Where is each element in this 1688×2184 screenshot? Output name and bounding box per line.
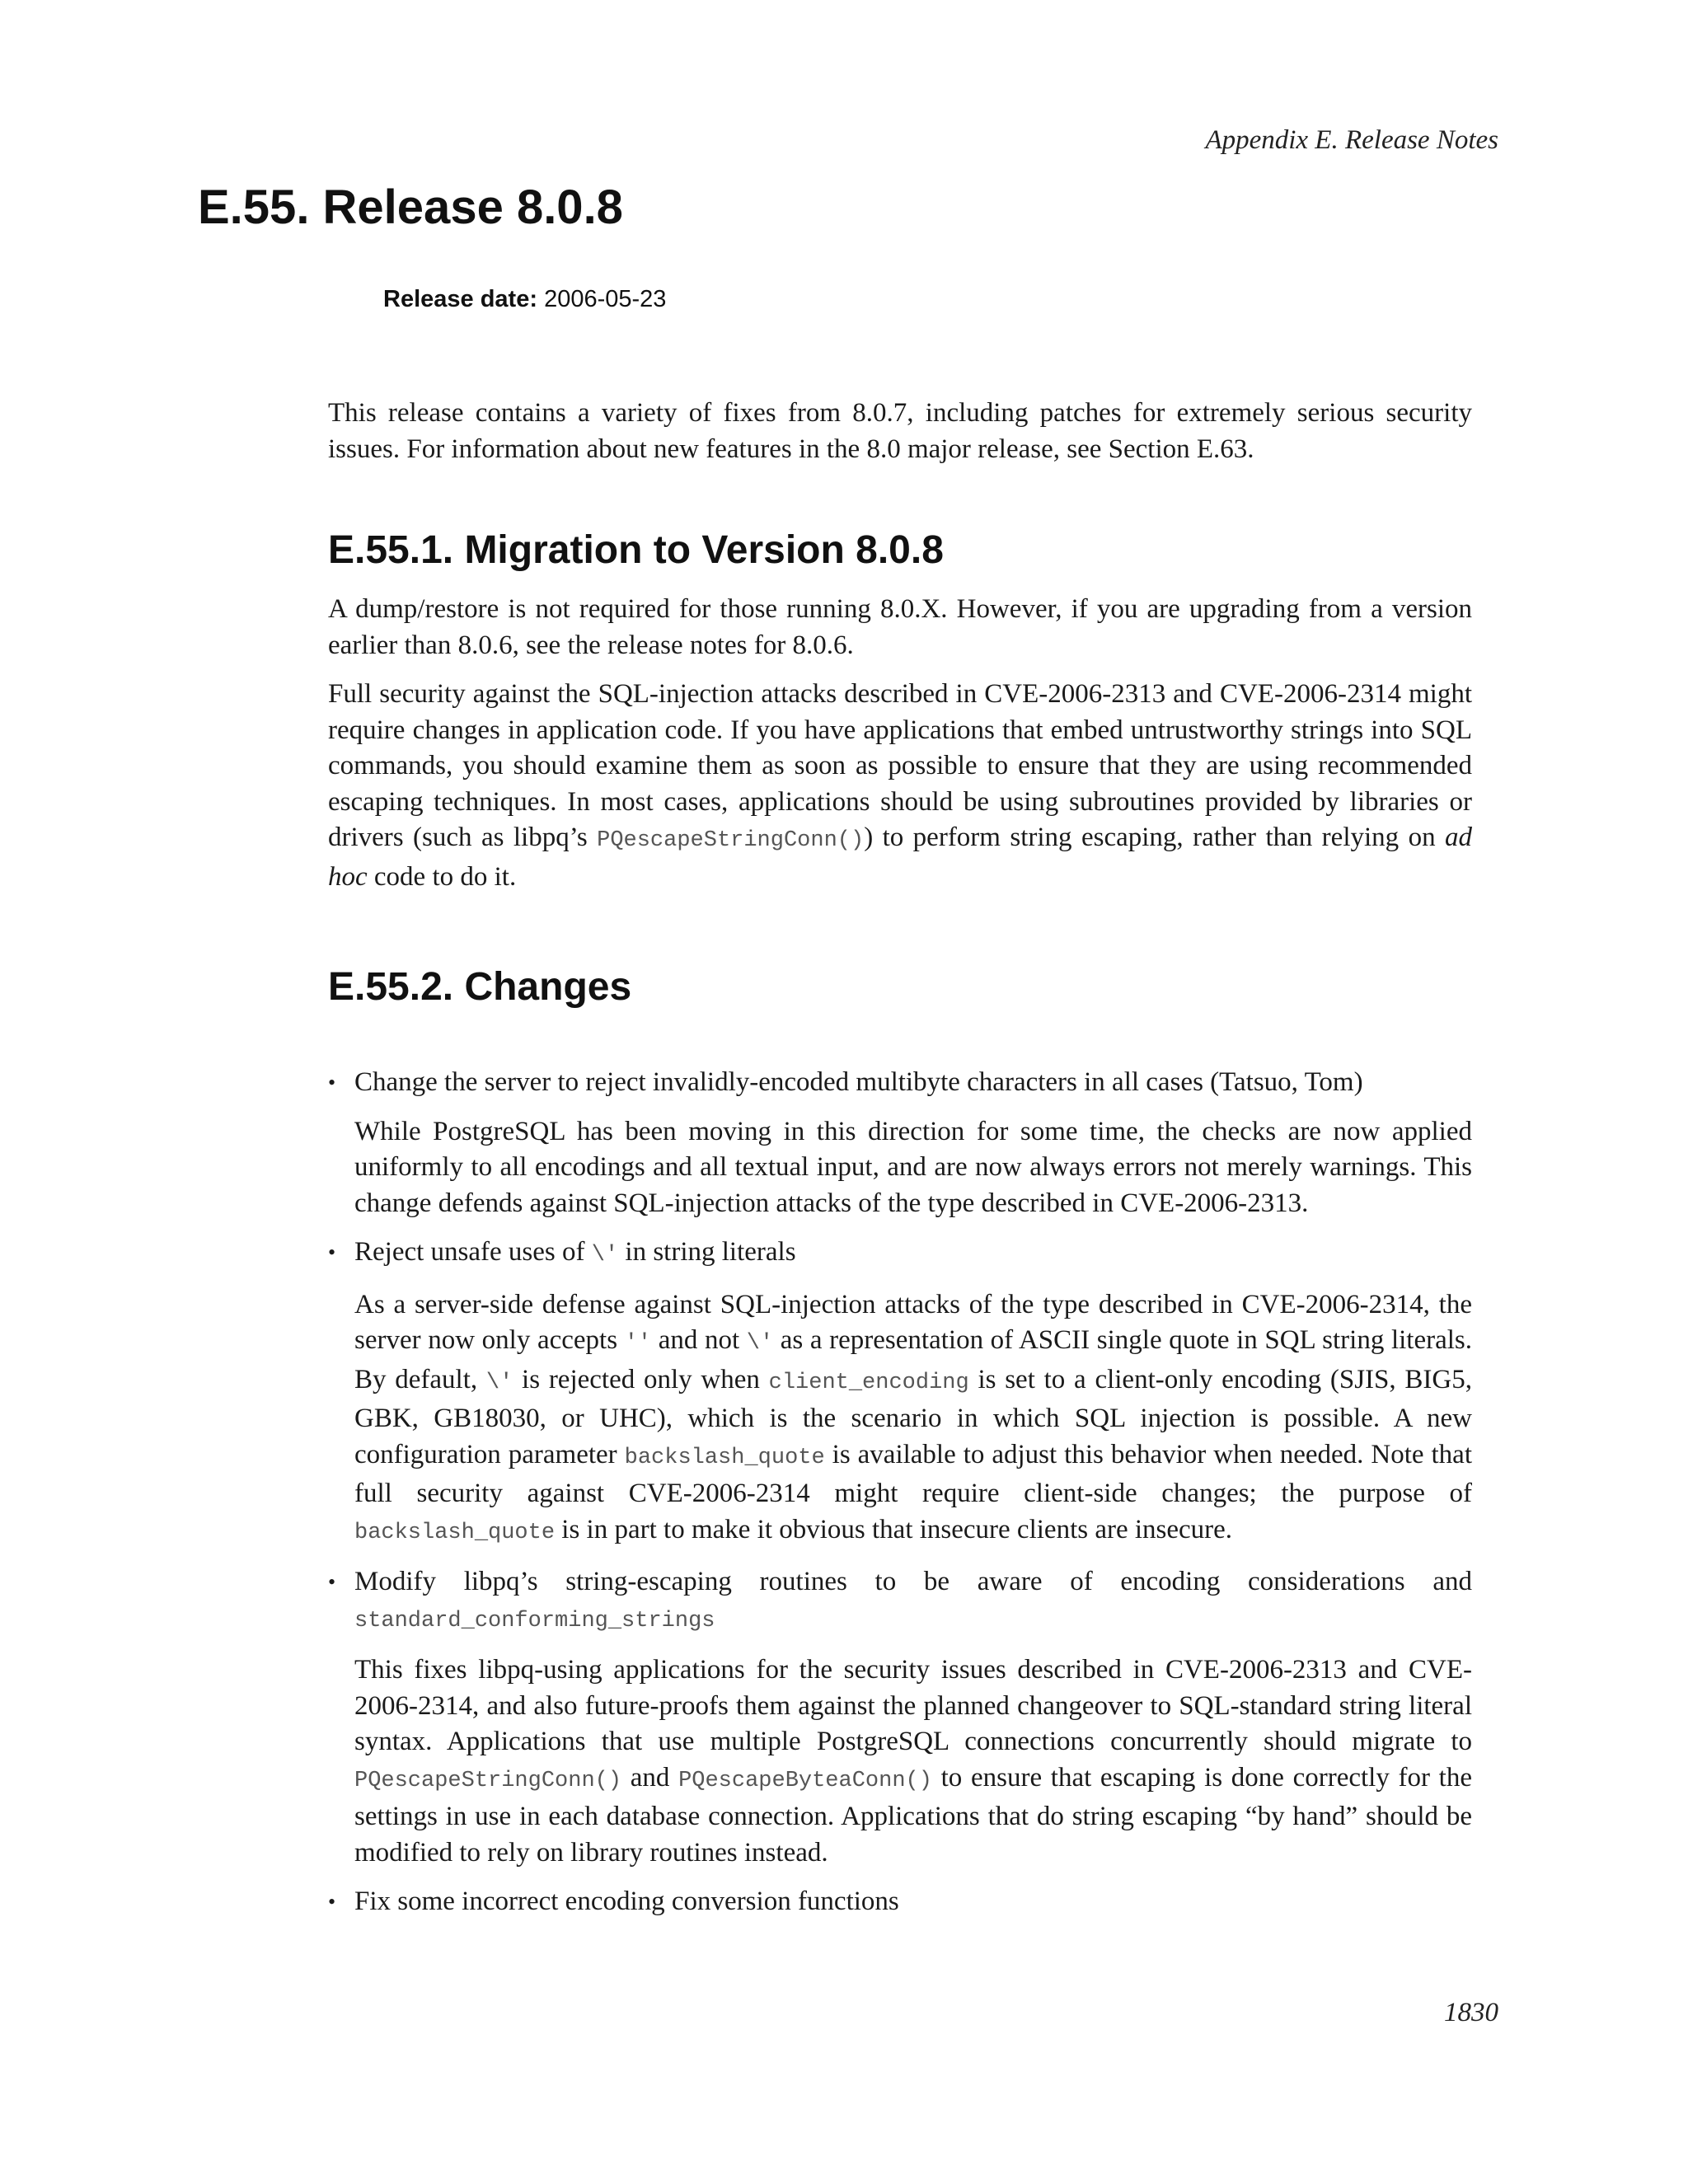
code-backslash-quote-param: backslash_quote — [354, 1520, 556, 1545]
list-item — [328, 1065, 1472, 1221]
text-run: is available to adjust this behavior when needed. Note that full security against CVE-2006-2314 might require client-side changes; the purpose of — [354, 1439, 1472, 1508]
text-run: and — [621, 1762, 679, 1793]
text-run: ) to perform string escaping, rather than relying on — [864, 823, 1445, 852]
migration-block — [328, 592, 1472, 908]
changes-list — [328, 1065, 1472, 1933]
text-run: to ensure that escaping is done correctly for the settings in use in each database connection. Applications that do string escaping “by hand” should be modified to rely on library routines instead. — [354, 1762, 1472, 1868]
text-run: This fixes libpq-using applications for the security issues described in CVE-2006-2313 and CVE-2006-2314, and also future-proofs them against the planned changeover to SQL-standard string literal syntax. Applications that use multiple PostgreSQL connections concurrently should migrate to — [354, 1655, 1472, 1756]
text-run: code to do it. — [367, 861, 517, 892]
list-item-lead — [354, 1564, 1472, 1639]
code-backslash-quote: \' — [591, 1243, 619, 1268]
text-run: as a representation of ASCII single quote in SQL string literals. By default, — [354, 1325, 1472, 1394]
running-header: Appendix E. Release Notes — [1205, 125, 1498, 155]
list-item — [328, 1235, 1472, 1551]
text-run: is set to a client-only encoding (SJIS, BIG5, GBK, GB18030, or UHC), which is the scenario in which SQL injection is possible. A new configuration parameter — [354, 1364, 1472, 1469]
code-standard-conforming-strings: standard_conforming_strings — [354, 1608, 715, 1633]
code-backslash-quote-param: backslash_quote — [624, 1445, 825, 1470]
chapter-title: E.55. Release 8.0.8 — [198, 180, 623, 234]
migration-section-title: E.55.1. Migration to Version 8.0.8 — [328, 528, 944, 572]
code-backslash-quote: \' — [485, 1370, 513, 1395]
list-item — [328, 1564, 1472, 1871]
text-run: is in part to make it obvious that insecure clients are insecure. — [555, 1514, 1233, 1544]
text-run: Modify libpq’s string-escaping routines to be aware of encoding considerations and — [354, 1567, 1472, 1596]
code-backslash-quote: \' — [746, 1331, 774, 1356]
code-pqescapestringconn: PQescapeStringConn() — [597, 828, 865, 853]
list-item-lead: • Change the server to reject invalidly-encoded multibyte characters in all cases (Tatsuo, Tom) — [354, 1067, 1363, 1097]
page-number: 1830 — [1444, 1998, 1498, 2027]
release-date-value: 2006-05-23 — [544, 286, 667, 312]
code-pqescapestringconn: PQescapeStringConn() — [354, 1768, 622, 1793]
text-run: As a server-side defense against SQL-injection attacks of the type described in CVE-2006-2314, the server now only accepts — [354, 1289, 1472, 1355]
emphasis-ad-hoc: ad hoc — [328, 823, 1472, 892]
code-double-quote: '' — [624, 1331, 652, 1356]
list-item — [328, 1884, 1472, 1920]
text-run: Reject unsafe uses of — [354, 1237, 592, 1267]
code-pqescapebyteaconn: PQescapeByteaConn() — [678, 1768, 932, 1793]
text-run: in string literals — [618, 1237, 796, 1267]
list-item-detail: While PostgreSQL has been moving in this direction for some time, the checks are now applied uniformly to all encodings and all textual input, and are now always errors not merely warnings. This change defends against SQL-injection attacks of the type described in CVE-2006-2313. — [354, 1116, 1472, 1218]
migration-paragraph-2 — [328, 677, 1472, 895]
changes-section-title: E.55.2. Changes — [328, 965, 632, 1009]
list-item-detail — [354, 1652, 1472, 1871]
text-run: and not — [651, 1325, 747, 1355]
text-run: Full security against the SQL-injection attacks described in CVE-2006-2313 and CVE-2006-2314 might require changes in application code. If you have applications that embed untrustworthy strings into SQL commands, you should examine them as soon as possible to ensure that they are using recommended escaping techniques. In most cases, applications should be using subroutines provided by libraries or drivers (such as libpq’s — [328, 679, 1472, 852]
list-item-lead: • Fix some incorrect encoding conversion functions — [354, 1886, 899, 1916]
code-client-encoding: client_encoding — [768, 1370, 969, 1395]
migration-paragraph-1: A dump/restore is not required for those running 8.0.X. However, if you are upgrading from a version earlier than 8.0.6, see the release notes for 8.0.6. — [328, 594, 1472, 660]
release-date-label: Release date: — [383, 286, 537, 312]
list-item-detail — [354, 1287, 1472, 1552]
list-item-lead — [354, 1235, 1472, 1274]
intro-block — [328, 396, 1472, 480]
release-date — [383, 286, 666, 313]
intro-paragraph: This release contains a variety of fixes from 8.0.7, including patches for extremely serious security issues. For information about new features in the 8.0 major release, see Section E.63. — [328, 398, 1472, 464]
text-run: is rejected only when — [513, 1364, 769, 1394]
